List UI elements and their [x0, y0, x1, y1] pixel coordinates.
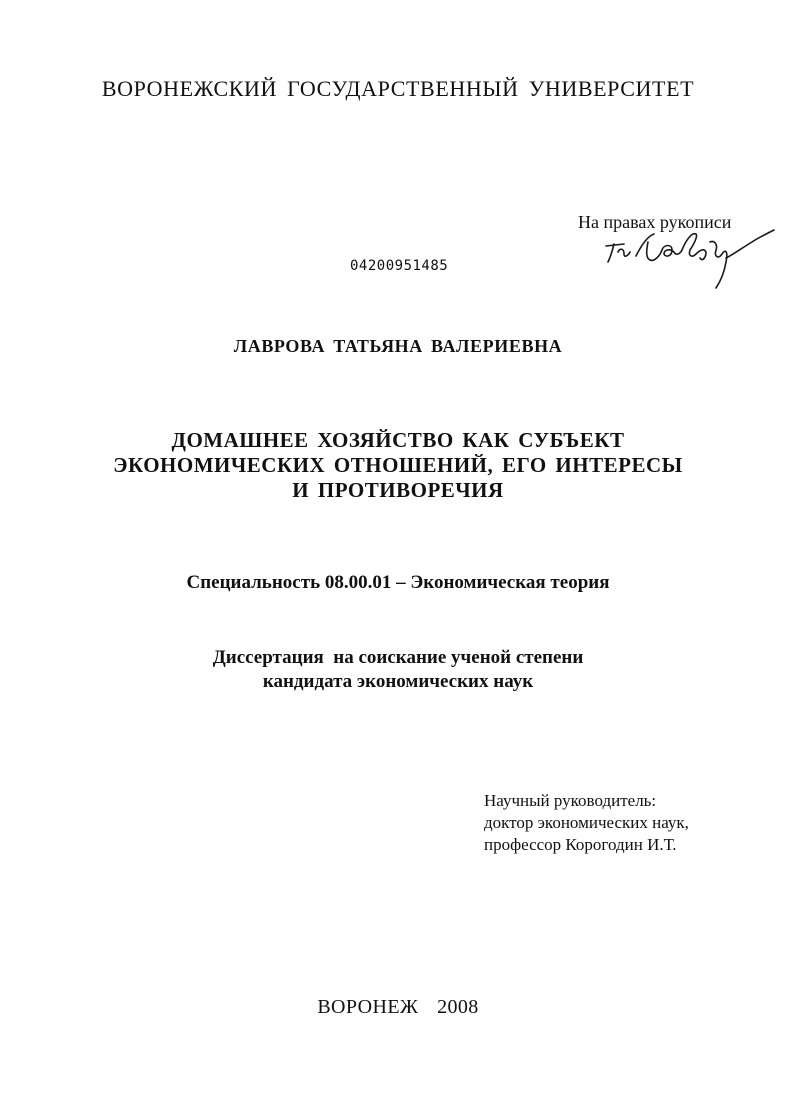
city-year: ВОРОНЕЖ 2008 [317, 996, 479, 1018]
degree-statement [0, 646, 796, 694]
author-name: ЛАВРОВА ТАТЬЯНА ВАЛЕРИЕВНА [233, 336, 563, 356]
degree-line: кандидата экономических наук [262, 671, 534, 692]
dissertation-title [0, 428, 796, 503]
supervisor-block [484, 790, 689, 856]
university-name: ВОРОНЕЖСКИЙ ГОСУДАРСТВЕННЫЙ УНИВЕРСИТЕТ [101, 76, 695, 101]
supervisor-line: профессор Корогодин И.Т. [484, 835, 677, 854]
supervisor-line: Научный руководитель: [484, 791, 657, 810]
signature-icon [602, 222, 782, 292]
supervisor-line: доктор экономических наук, [484, 813, 689, 832]
degree-line: Диссертация на соискание ученой степени [212, 647, 584, 668]
specialty: Специальность 08.00.01 – Экономическая теория [186, 572, 610, 593]
title-line: ДОМАШНЕЕ ХОЗЯЙСТВО КАК СУБЪЕКТ [171, 428, 625, 452]
manuscript-rights-note: На правах рукописи [578, 212, 732, 232]
archive-code: 04200951485 [350, 258, 449, 274]
title-line: ЭКОНОМИЧЕСКИХ ОТНОШЕНИЙ, ЕГО ИНТЕРЕСЫ [113, 453, 683, 477]
title-line: И ПРОТИВОРЕЧИЯ [292, 478, 504, 502]
